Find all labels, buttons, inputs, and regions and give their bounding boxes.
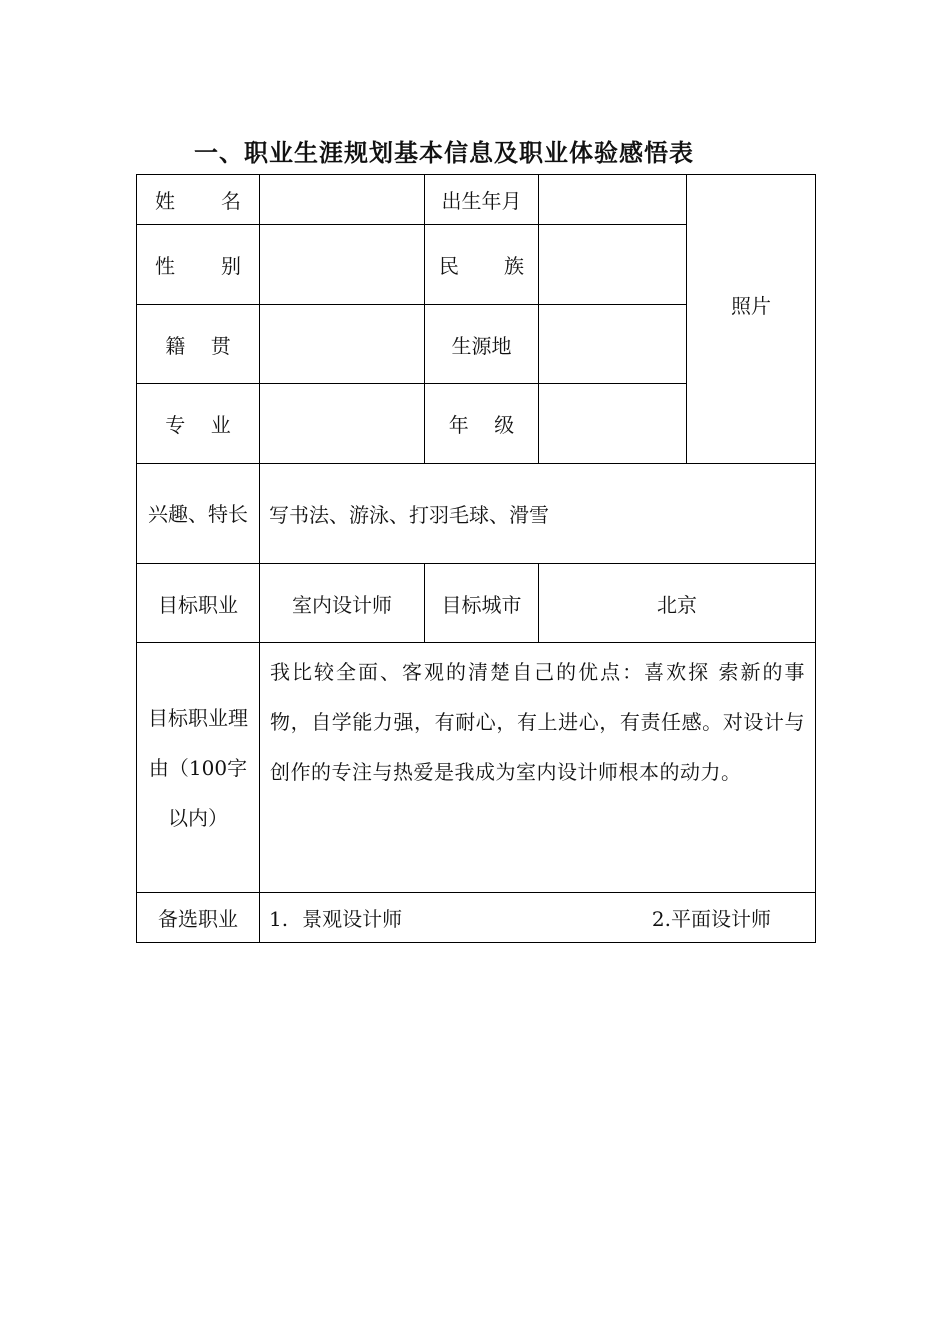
alternative-value[interactable] <box>260 893 816 943</box>
major-value[interactable] <box>260 384 425 464</box>
origin-value[interactable] <box>539 305 687 384</box>
career-info-table <box>136 174 816 943</box>
ethnicity-value[interactable] <box>539 225 687 305</box>
page-title: 一、职业生涯规划基本信息及职业体验感悟表 <box>194 139 694 167</box>
name-label: 姓 名 <box>137 175 260 225</box>
ethnicity-label: 民 族 <box>425 225 539 305</box>
gender-label: 性 别 <box>137 225 260 305</box>
birth-label: 出生年月 <box>425 175 539 225</box>
photo-cell <box>687 175 816 464</box>
gender-value[interactable] <box>260 225 425 305</box>
major-label: 专 业 <box>137 384 260 464</box>
target-job-value[interactable]: 室内设计师 <box>260 564 425 643</box>
origin-label: 生源地 <box>425 305 539 384</box>
alternative-label: 备选职业 <box>137 893 260 943</box>
grade-value[interactable] <box>539 384 687 464</box>
interests-label: 兴趣、特长 <box>137 464 260 564</box>
photo-label: 照片 <box>731 293 771 318</box>
interests-value[interactable]: 写书法、游泳、打羽毛球、滑雪 <box>260 464 816 564</box>
alternative-1: 1. 景观设计师 <box>269 907 403 931</box>
alternative-2: 2.平面设计师 <box>651 907 771 931</box>
reason-label: 目标职业理由（100字以内） <box>137 643 260 893</box>
native-place-label: 籍 贯 <box>137 305 260 384</box>
name-value[interactable] <box>260 175 425 225</box>
target-job-label: 目标职业 <box>137 564 260 643</box>
reason-value[interactable]: 我比较全面、客观的清楚自己的优点：喜欢探 索新的事物，自学能力强，有耐心，有上进心，有责任感。对设计与创作的专注与热爱是我成为室内设计师根本的动力。 <box>260 643 816 893</box>
grade-label: 年 级 <box>425 384 539 464</box>
target-city-label: 目标城市 <box>425 564 539 643</box>
target-city-value[interactable]: 北京 <box>539 564 816 643</box>
native-place-value[interactable] <box>260 305 425 384</box>
birth-value[interactable] <box>539 175 687 225</box>
